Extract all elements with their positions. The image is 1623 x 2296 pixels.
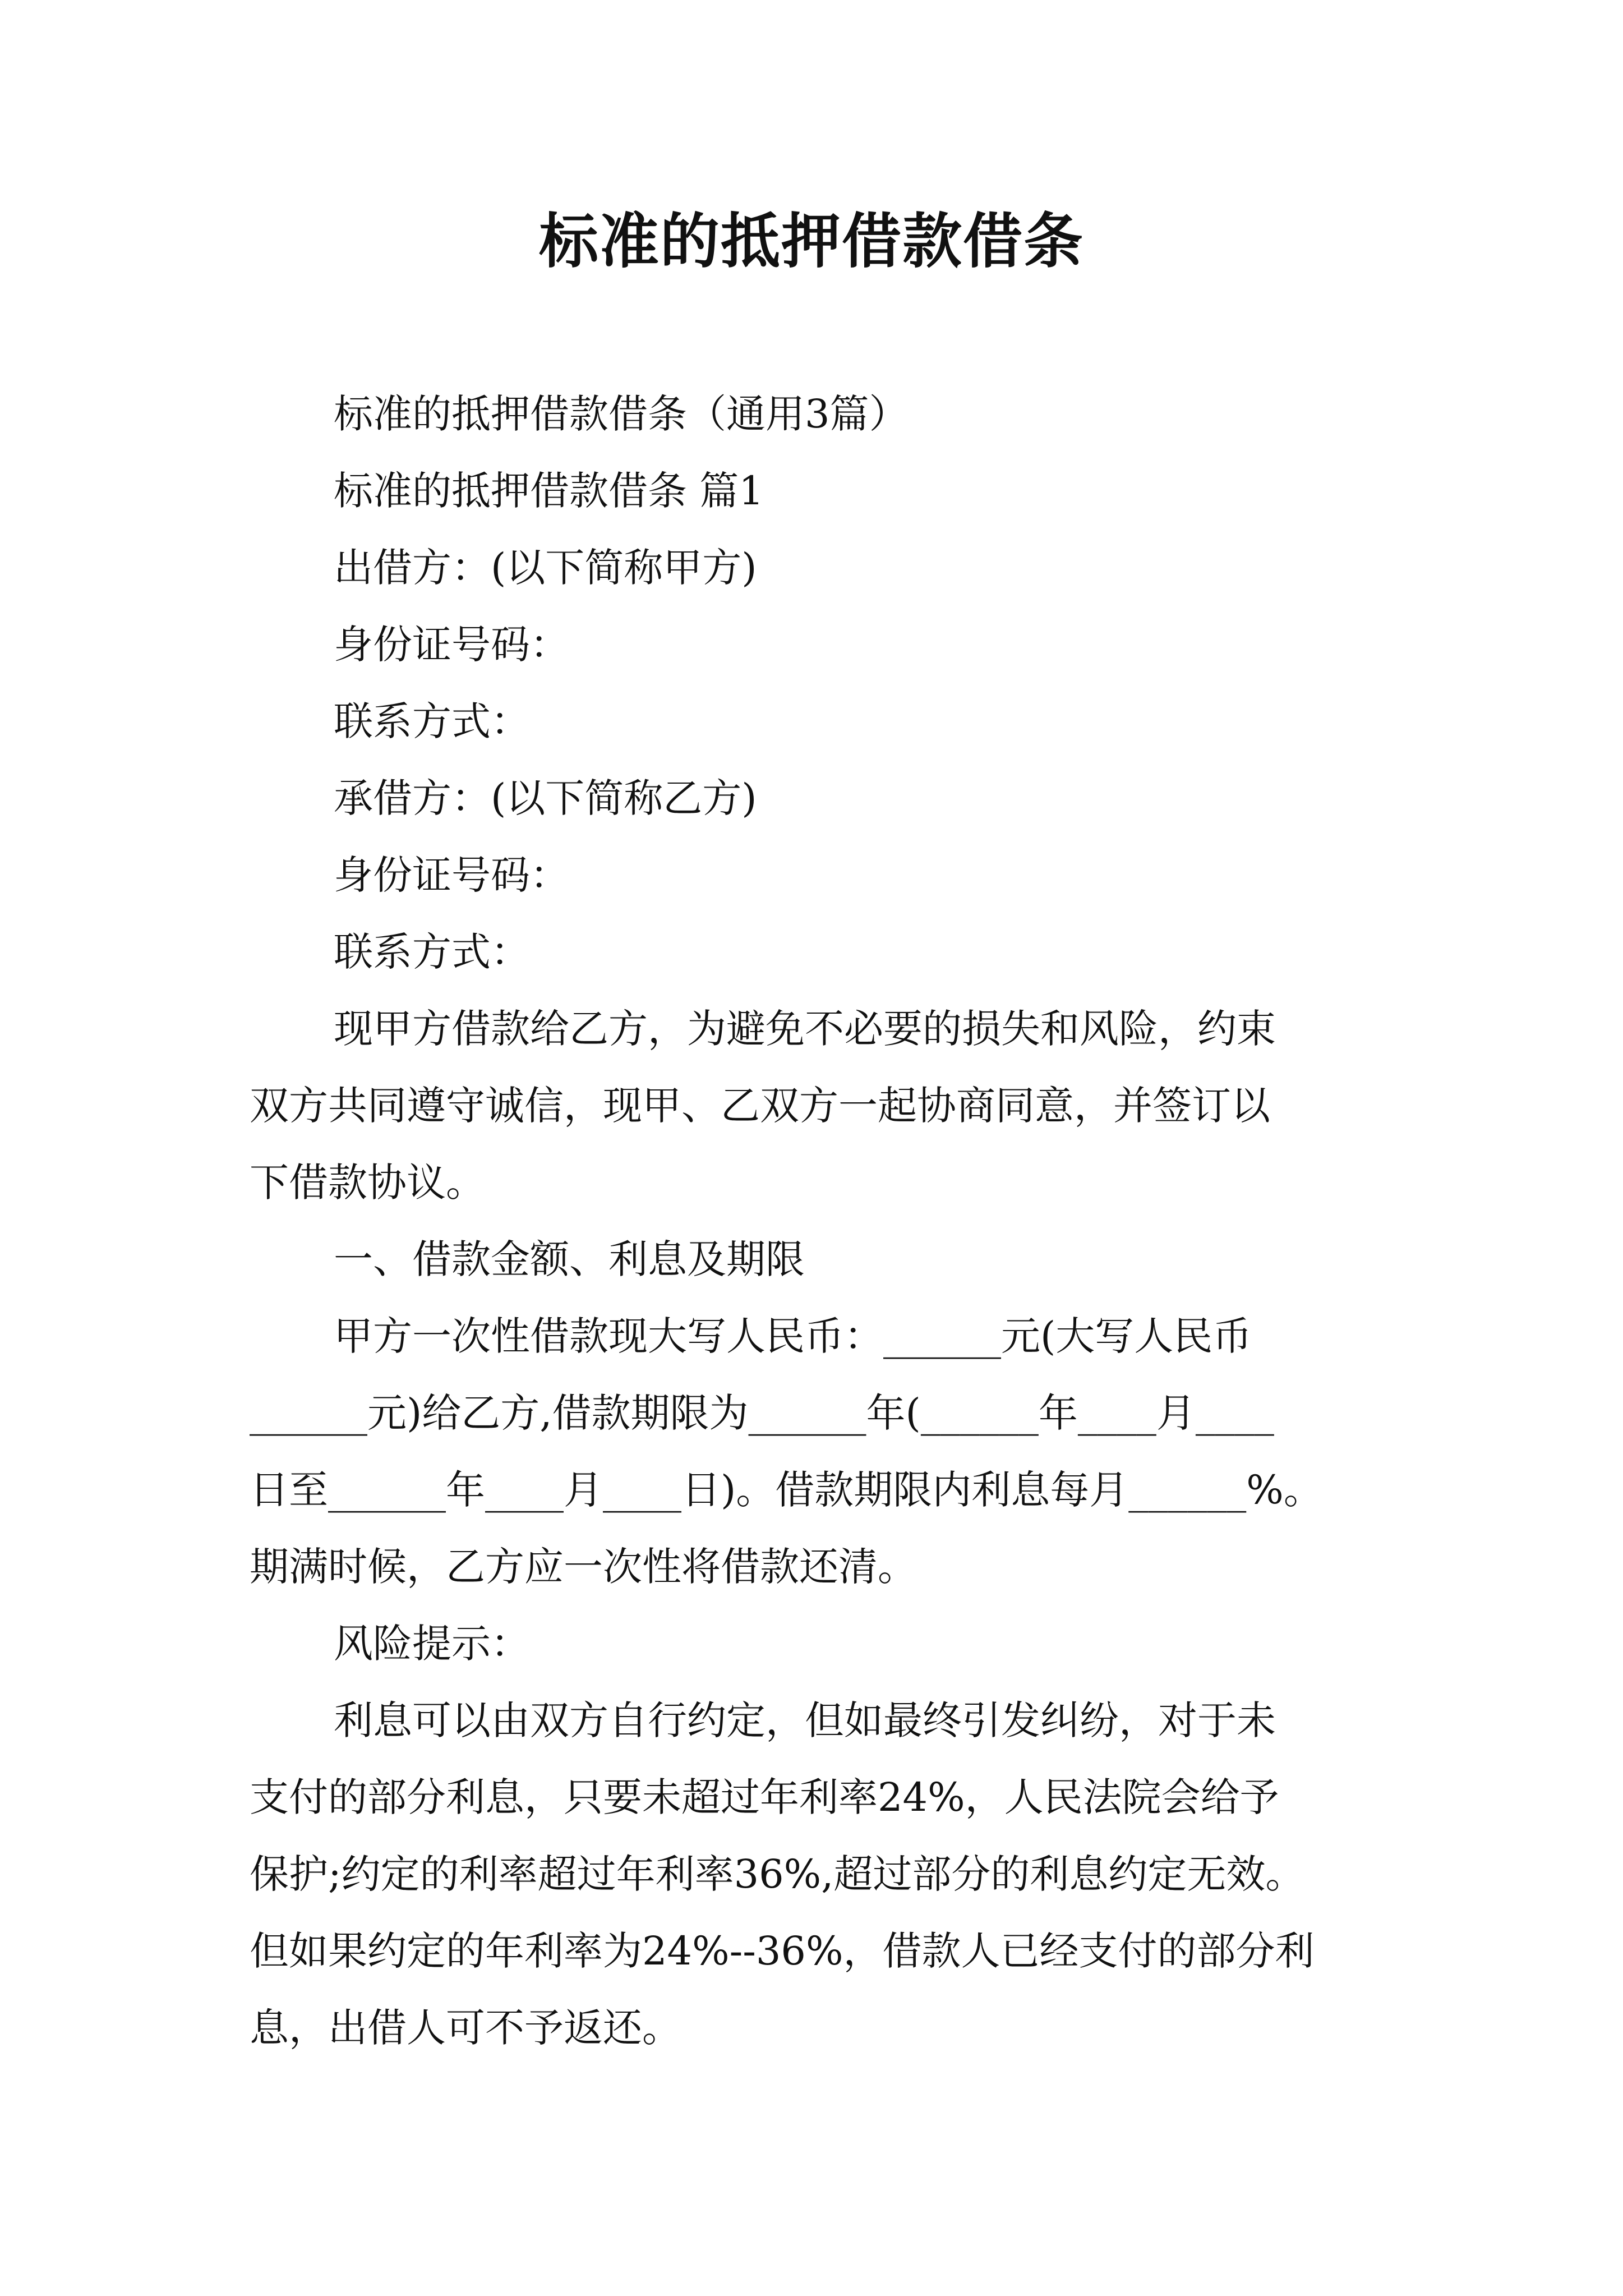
lender-field: 出借方：(以下简称甲方) (334, 545, 757, 591)
risk-paragraph (250, 1682, 1377, 2067)
borrower-id-field: 身份证号码： (334, 852, 569, 898)
paragraph-line: 日至______年____月____日)。借款期限内利息每月______%。 (250, 1467, 1323, 1513)
document-body (250, 376, 1377, 2067)
paragraph-line: ______元)给乙方,借款期限为______年(______年____月____ (250, 1390, 1274, 1436)
paragraph-line: 支付的部分利息，只要未超过年利率24%，人民法院会给予 (250, 1774, 1279, 1820)
paragraph-line: 现甲方借款给乙方，为避免不必要的损失和风险，约束 (334, 1006, 1276, 1052)
document-subtitle: 标准的抵押借款借条（通用3篇） (334, 391, 909, 437)
clause-heading: 一、借款金额、利息及期限 (334, 1236, 805, 1282)
borrower-contact-field: 联系方式： (334, 929, 530, 975)
lender-contact-field: 联系方式： (334, 698, 530, 744)
borrower-field: 承借方：(以下简称乙方) (334, 775, 757, 821)
paragraph-line: 双方共同遵守诚信，现甲、乙双方一起协商同意，并签订以 (250, 1083, 1270, 1129)
paragraph-line: 利息可以由双方自行约定，但如最终引发纠纷，对于未 (334, 1697, 1276, 1743)
paragraph-line: 期满时候，乙方应一次性将借款还清。 (250, 1544, 917, 1590)
intro-paragraph (250, 991, 1377, 1221)
paragraph-line: 保护;约定的利率超过年利率36%,超过部分的利息约定无效。 (250, 1851, 1305, 1897)
paragraph-line: 甲方一次性借款现大写人民币：______元(大写人民币 (334, 1313, 1252, 1359)
document-title: 标准的抵押借款借条 (539, 206, 1084, 276)
clause-paragraph (250, 1298, 1377, 1605)
paragraph-line: 但如果约定的年利率为24%--36%，借款人已经支付的部分利 (250, 1928, 1315, 1974)
lender-id-field: 身份证号码： (334, 622, 569, 668)
paragraph-line: 息，出借人可不予返还。 (250, 2005, 681, 2051)
section-heading: 标准的抵押借款借条 篇1 (334, 468, 764, 514)
paragraph-line: 下借款协议。 (250, 1159, 485, 1205)
risk-heading: 风险提示： (334, 1621, 530, 1667)
